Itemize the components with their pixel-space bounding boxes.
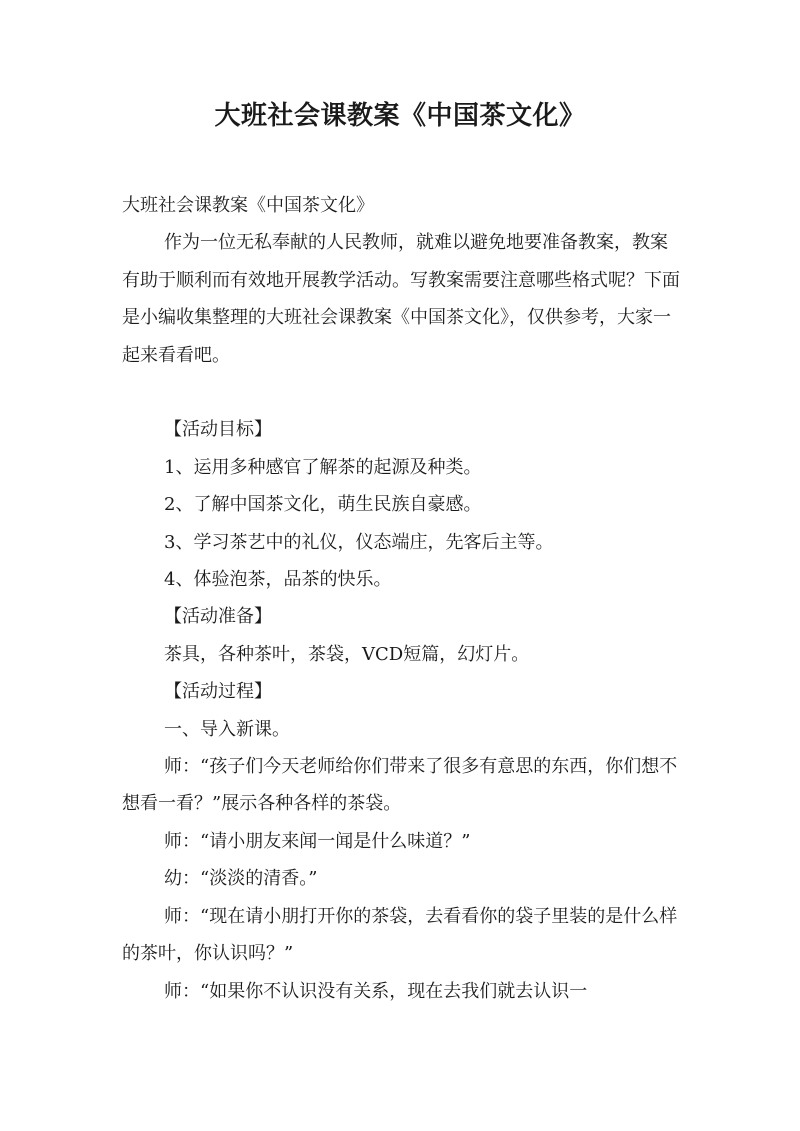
section-heading-goals: 【活动目标】: [164, 419, 272, 441]
goal-item-1: 1、运用多种感官了解茶的起源及种类。: [164, 456, 482, 478]
goal-item-3: 3、学习茶艺中的礼仪，仪态端庄，先客后主等。: [164, 531, 554, 553]
document-body: [122, 187, 684, 1010]
section-heading-process: 【活动过程】: [164, 681, 272, 703]
goal-item-2: 2、了解中国茶文化，萌生民族自豪感。: [164, 494, 482, 516]
section-heading-preparation: 【活动准备】: [164, 606, 272, 628]
dialogue-line: 幼：“淡淡的清香。”: [164, 868, 318, 890]
goal-item-4: 4、体验泡茶，品茶的快乐。: [164, 569, 392, 591]
dialogue-line: 师：“现在请小朋打开你的茶袋，去看看你的袋子里装的是什么样的茶叶，你认识吗？”: [122, 905, 678, 965]
subtitle-paragraph: 大班社会课教案《中国茶文化》: [122, 195, 374, 216]
intro-paragraph: 作为一位无私奉献的人民教师，就难以避免地要准备教案，教案有助于顺利而有效地开展教学活动。写教案需要注意哪些格式呢？下面是小编收集整理的大班社会课教案《中国茶文化》，仅供参考，大家一起来看看吧。: [122, 232, 680, 366]
dialogue-line: 师：“请小朋友来闻一闻是什么味道？”: [164, 830, 471, 852]
paragraph-spacer: [122, 374, 684, 411]
dialogue-line: 师：“孩子们今天老师给你们带来了很多有意思的东西，你们想不想看一看？”展示各种各样的茶袋。: [122, 756, 678, 815]
dialogue-line: 师：“如果你不认识没有关系，现在去我们就去认识一: [164, 980, 588, 1002]
document-title: 大班社会课教案《中国茶文化》: [214, 101, 586, 131]
process-step-1: 一、导入新课。: [164, 718, 290, 740]
preparation-text: 茶具，各种茶叶，茶袋，VCD短篇，幻灯片。: [164, 643, 530, 665]
